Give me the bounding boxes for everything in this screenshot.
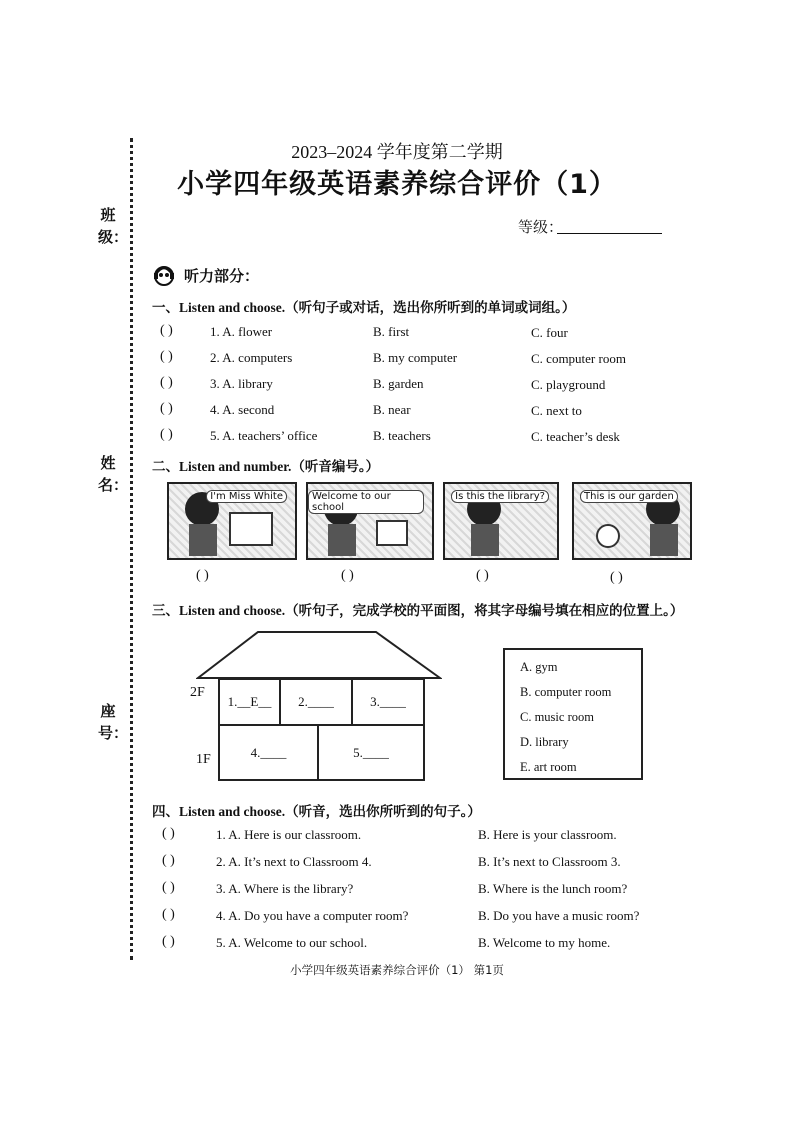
option-a: A. gym <box>520 660 558 674</box>
binding-dotted-line <box>130 138 133 960</box>
s1-option-c-1: C. four <box>531 325 568 340</box>
s1-answer-paren-2[interactable]: ( ) <box>160 349 173 364</box>
room-2-label: 2.____ <box>298 694 334 709</box>
page-footer: 小学四年级英语素养综合评价（1） 第1页 <box>290 963 504 977</box>
picture-1 <box>167 482 297 560</box>
s1-option-b-2: B. my computer <box>373 350 458 365</box>
s4-answer-paren-4[interactable]: ( ) <box>162 907 175 922</box>
s1-option-c-4: C. next to <box>531 403 582 418</box>
s1-option-b-5: B. teachers <box>373 428 431 443</box>
picture-3-caption: Is this the library? <box>451 490 549 503</box>
room-4[interactable] <box>218 724 319 781</box>
s1-answer-paren-3[interactable]: ( ) <box>160 375 173 390</box>
s4-option-b-5: B. Welcome to my home. <box>478 935 611 950</box>
listening-heading <box>152 264 259 286</box>
answer-paren-pic-1[interactable]: ( ) <box>196 568 209 583</box>
section2-title: 二、Listen and number.（听音编号。） <box>152 459 380 474</box>
s4-answer-paren-5[interactable]: ( ) <box>162 934 175 949</box>
room-3-label: 3.____ <box>370 694 406 709</box>
headphone-icon <box>152 264 180 286</box>
grade-label: 等级： <box>518 218 564 236</box>
s4-answer-paren-1[interactable]: ( ) <box>162 826 175 841</box>
s4-option-b-3: B. Where is the lunch room? <box>478 881 628 896</box>
s4-option-a-4: 4. A. Do you have a computer room? <box>216 908 409 923</box>
answer-paren-pic-2[interactable]: ( ) <box>341 568 354 583</box>
s4-option-a-2: 2. A. It’s next to Classroom 4. <box>216 854 372 869</box>
s1-answer-paren-5[interactable]: ( ) <box>160 427 173 442</box>
s1-answer-paren-4[interactable]: ( ) <box>160 401 173 416</box>
s4-option-b-1: B. Here is your classroom. <box>478 827 617 842</box>
s1-option-c-5: C. teacher’s desk <box>531 429 620 444</box>
room-3[interactable] <box>351 678 425 726</box>
picture-1-caption: I'm Miss White <box>206 490 287 503</box>
picture-3 <box>443 482 559 560</box>
option-b: B. computer room <box>520 685 612 699</box>
section3-title: 三、Listen and choose.（听句子，完成学校的平面图，将其字母编号填在相应的位置上。） <box>152 603 684 618</box>
picture-2 <box>306 482 434 560</box>
room-1-label: 1.__E__ <box>227 694 272 709</box>
name-label: 姓名： <box>98 454 129 494</box>
section4-title: 四、Listen and choose.（听音，选出你所听到的句子。） <box>152 804 481 819</box>
s1-option-c-3: C. playground <box>531 377 606 392</box>
s4-option-b-4: B. Do you have a music room? <box>478 908 640 923</box>
s4-answer-paren-3[interactable]: ( ) <box>162 880 175 895</box>
house-roof <box>196 630 442 680</box>
s1-option-b-3: B. garden <box>373 376 424 391</box>
room-4-label: 4.____ <box>250 744 287 760</box>
seat-label: 座号： <box>98 702 129 742</box>
room-options-box <box>503 648 643 780</box>
s1-option-b-1: B. first <box>373 324 410 339</box>
s4-option-b-2: B. It’s next to Classroom 3. <box>478 854 621 869</box>
s1-option-a-3: 3. A. library <box>210 376 273 391</box>
s1-option-c-2: C. computer room <box>531 351 626 366</box>
room-5-label: 5.____ <box>353 744 389 760</box>
floor-1-label: 1F <box>196 752 211 767</box>
option-d: D. library <box>520 735 569 749</box>
s1-answer-paren-1[interactable]: ( ) <box>160 323 173 338</box>
grade-blank[interactable] <box>557 233 662 234</box>
option-c: C. music room <box>520 710 594 724</box>
room-5[interactable] <box>317 724 425 781</box>
s1-option-a-2: 2. A. computers <box>210 350 293 365</box>
section1-title: 一、Listen and choose.（听句子或对话，选出你所听到的单词或词组。） <box>152 300 576 315</box>
s1-option-a-4: 4. A. second <box>210 402 275 417</box>
s4-option-a-3: 3. A. Where is the library? <box>216 881 354 896</box>
room-2[interactable] <box>279 678 353 726</box>
picture-2-caption: Welcome to our school <box>308 490 424 514</box>
answer-paren-pic-4[interactable]: ( ) <box>610 570 623 585</box>
class-label: 班级： <box>98 206 129 246</box>
term-title: 2023–2024 学年度第二学期 <box>291 142 503 162</box>
picture-4 <box>572 482 692 560</box>
picture-4-caption: This is our garden <box>580 490 678 503</box>
option-e: E. art room <box>520 760 577 774</box>
floor-2-label: 2F <box>190 685 205 700</box>
s1-option-a-1: 1. A. flower <box>210 324 273 339</box>
answer-paren-pic-3[interactable]: ( ) <box>476 568 489 583</box>
s1-option-a-5: 5. A. teachers’ office <box>210 428 318 443</box>
s4-option-a-5: 5. A. Welcome to our school. <box>216 935 368 950</box>
s4-answer-paren-2[interactable]: ( ) <box>162 853 175 868</box>
listening-heading-text: 听力部分： <box>184 266 260 285</box>
s1-option-b-4: B. near <box>373 402 411 417</box>
page-title: 小学四年级英语素养综合评价（1） <box>177 169 617 200</box>
s4-option-a-1: 1. A. Here is our classroom. <box>216 827 362 842</box>
room-1[interactable] <box>218 678 281 726</box>
